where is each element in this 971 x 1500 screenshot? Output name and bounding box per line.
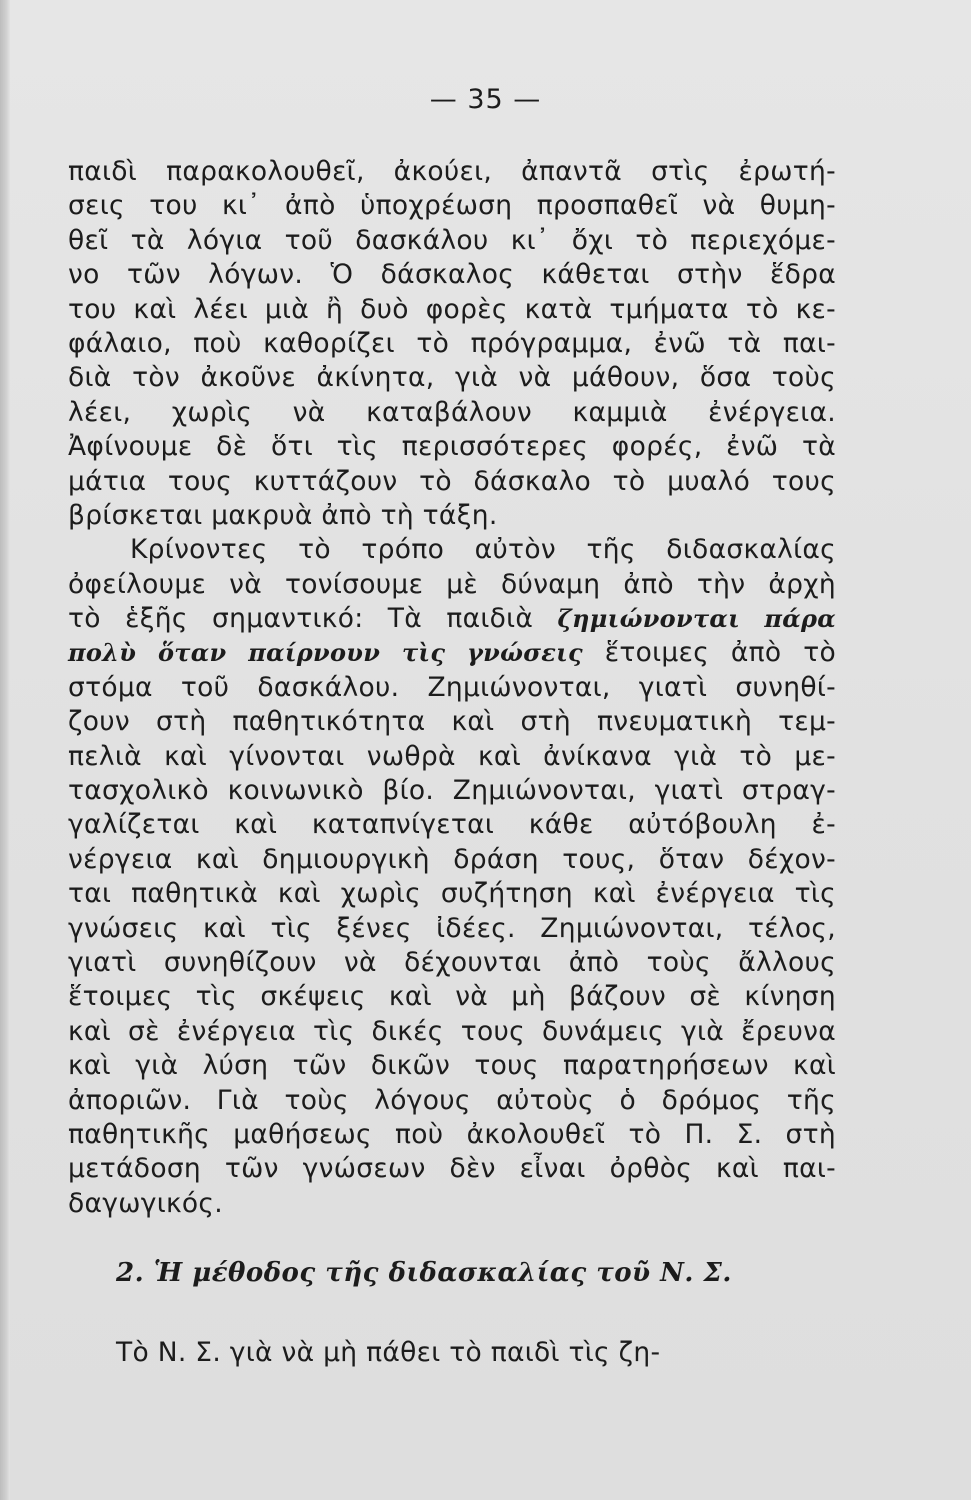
section-first-line: Τὸ Ν. Σ. γιὰ νὰ μὴ πάθει τὸ παιδὶ τὶς ζη- (116, 1337, 661, 1368)
text-line: γαλίζεται καὶ καταπνίγεται κάθε αὐτόβουλη ἐ- (68, 809, 836, 841)
text-line: ται παθητικὰ καὶ χωρὶς συζήτηση καὶ ἐνέργεια τὶς (68, 878, 836, 910)
text-line: πελιὰ καὶ γίνονται νωθρὰ καὶ ἀνίκανα γιὰ τὸ με- (68, 740, 836, 772)
paragraph-start-line: Κρίνοντες τὸ τρόπο αὐτὸν τῆς διδασκαλίας (130, 534, 836, 566)
text-line: διὰ τὸν ἀκοῦνε ἀκίνητα, γιὰ νὰ μάθουν, ὅσα τοὺς (68, 362, 836, 394)
text-segment: ἕτοιμες ἀπὸ τὸ (604, 637, 836, 669)
text-line: παθητικῆς μαθήσεως ποὺ ἀκολουθεῖ τὸ Π. Σ. στὴ (68, 1118, 836, 1150)
text-segment: τὸ ἑξῆς σημαντικό: Τὰ παιδιὰ (68, 603, 534, 635)
text-line: βρίσκεται μακρυὰ ἀπὸ τὴ τάξη. (68, 499, 498, 531)
text-line: μάτια τους κυττάζουν τὸ δάσκαλο τὸ μυαλό τους (68, 465, 836, 497)
text-line: σεις του κι᾽ ἀπὸ ὑποχρέωση προσπαθεῖ νὰ θυμη- (68, 190, 836, 222)
text-line: νέργεια καὶ δημιουργικὴ δράση τους, ὅταν δέχον- (68, 843, 836, 875)
body-text (68, 155, 836, 1221)
text-line: ὀφείλουμε νὰ τονίσουμε μὲ δύναμη ἀπὸ τὴν ἀρχὴ (68, 568, 836, 600)
text-line: Ἀφίνουμε δὲ ὅτι τὶς περισσότερες φορές, ἐνῶ τὰ (68, 431, 836, 463)
text-line: ἀποριῶν. Γιὰ τοὺς λόγους αὐτοὺς ὁ δρόμος τῆς (68, 1084, 836, 1116)
page-number: — 35 — (429, 84, 542, 115)
text-line: του καὶ λέει μιὰ ἢ δυὸ φορὲς κατὰ τμήματα τὸ κε- (68, 293, 836, 325)
text-line: γνώσεις καὶ τὶς ξένες ἰδέες. Ζημιώνονται, τέλος, (68, 912, 836, 944)
text-line: νο τῶν λόγων. Ὁ δάσκαλος κάθεται στὴν ἕδρα (68, 259, 836, 291)
text-line: τασχολικὸ κοινωνικὸ βίο. Ζημιώνονται, γιατὶ στραγ- (68, 775, 836, 807)
text-line-mixed (68, 602, 836, 636)
text-line: δαγωγικός. (68, 1187, 224, 1219)
text-line: λέει, χωρὶς νὰ καταβάλουν καμμιὰ ἐνέργεια. (68, 396, 836, 428)
section-heading: 2. Ἡ μέθοδος τῆς διδασκαλίας τοῦ Ν. Σ. (116, 1258, 732, 1288)
text-line: φάλαιο, ποὺ καθορίζει τὸ πρόγραμμα, ἐνῶ τὰ παι- (68, 327, 836, 359)
text-line: μετάδοση τῶν γνώσεων δὲν εἶναι ὀρθὸς καὶ παι- (68, 1153, 836, 1185)
text-line: καὶ σὲ ἐνέργεια τὶς δικές τους δυνάμεις γιὰ ἔρευνα (68, 1015, 836, 1047)
emphasis-text: ζημιώνονται πάρα (557, 604, 836, 634)
page-edge-shadow (0, 0, 10, 1500)
text-line: ζουν στὴ παθητικότητα καὶ στὴ πνευματικὴ τεμ- (68, 706, 836, 738)
text-line: παιδὶ παρακολουθεῖ, ἀκούει, ἀπαντᾶ στὶς ἐρωτή- (68, 156, 836, 187)
text-line: στόμα τοῦ δασκάλου. Ζημιώνονται, γιατὶ συνηθί- (68, 671, 836, 703)
text-line: ἕτοιμες τὶς σκέψεις καὶ νὰ μὴ βάζουν σὲ κίνηση (68, 981, 836, 1013)
text-line: καὶ γιὰ λύση τῶν δικῶν τους παρατηρήσεων καὶ (68, 1050, 836, 1082)
text-line-mixed (68, 636, 836, 670)
emphasis-text: πολὺ ὅταν παίρνουν τὶς γνώσεις (68, 638, 583, 668)
text-line: θεῖ τὰ λόγια τοῦ δασκάλου κι᾽ ὄχι τὸ περιεχόμε- (68, 224, 836, 256)
text-line: γιατὶ συνηθίζουν νὰ δέχουνται ἀπὸ τοὺς ἄλλους (68, 946, 836, 978)
